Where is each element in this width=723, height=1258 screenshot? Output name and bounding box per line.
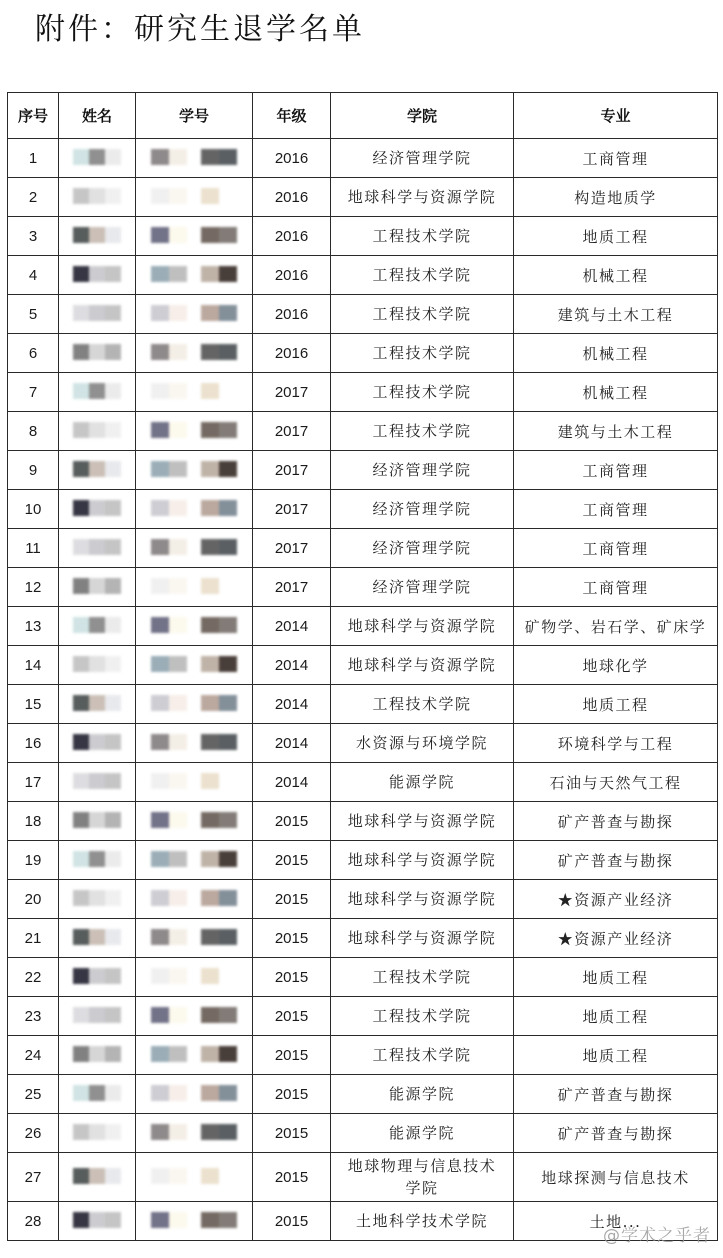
row-name-redacted bbox=[59, 724, 136, 763]
row-grade: 2017 bbox=[253, 490, 331, 529]
mosaic-redaction bbox=[151, 694, 237, 712]
row-college bbox=[331, 217, 514, 256]
row-grade: 2017 bbox=[253, 373, 331, 412]
mosaic-redaction bbox=[151, 733, 237, 751]
college-text: 经济管理学院 bbox=[372, 461, 472, 479]
header-index: 序号 bbox=[8, 93, 59, 139]
row-major: 地质工程 bbox=[514, 1036, 718, 1075]
table-row bbox=[8, 841, 718, 880]
college-text: 经济管理学院 bbox=[372, 578, 472, 596]
table-row bbox=[8, 763, 718, 802]
row-index: 7 bbox=[8, 373, 59, 412]
mosaic-redaction bbox=[73, 148, 121, 166]
mosaic-redaction bbox=[73, 382, 121, 400]
row-grade: 2015 bbox=[253, 919, 331, 958]
row-name-redacted bbox=[59, 1036, 136, 1075]
header-college: 学院 bbox=[331, 93, 514, 139]
row-college bbox=[331, 685, 514, 724]
college-text: 地球科学与资源学院 bbox=[347, 656, 497, 674]
row-student-id-redacted bbox=[136, 958, 253, 997]
row-index: 18 bbox=[8, 802, 59, 841]
row-major: 地质工程 bbox=[514, 997, 718, 1036]
mosaic-redaction bbox=[151, 772, 237, 790]
row-index: 8 bbox=[8, 412, 59, 451]
row-major: ★资源产业经济 bbox=[514, 880, 718, 919]
mosaic-redaction bbox=[151, 187, 237, 205]
table-row bbox=[8, 217, 718, 256]
row-college bbox=[331, 997, 514, 1036]
mosaic-redaction bbox=[151, 460, 237, 478]
row-name-redacted bbox=[59, 373, 136, 412]
college-text: 地球科学与资源学院 bbox=[347, 812, 497, 830]
mosaic-redaction bbox=[151, 226, 237, 244]
row-index: 1 bbox=[8, 139, 59, 178]
mosaic-redaction bbox=[151, 421, 237, 439]
row-grade: 2015 bbox=[253, 1075, 331, 1114]
row-grade: 2015 bbox=[253, 958, 331, 997]
row-index: 15 bbox=[8, 685, 59, 724]
row-grade: 2015 bbox=[253, 1202, 331, 1241]
row-name-redacted bbox=[59, 841, 136, 880]
row-college bbox=[331, 646, 514, 685]
table-row bbox=[8, 802, 718, 841]
mosaic-redaction bbox=[73, 265, 121, 283]
row-name-redacted bbox=[59, 178, 136, 217]
row-student-id-redacted bbox=[136, 763, 253, 802]
row-student-id-redacted bbox=[136, 1075, 253, 1114]
mosaic-redaction bbox=[151, 850, 237, 868]
row-grade: 2015 bbox=[253, 1153, 331, 1202]
row-name-redacted bbox=[59, 763, 136, 802]
row-student-id-redacted bbox=[136, 997, 253, 1036]
row-college bbox=[331, 1153, 514, 1202]
row-student-id-redacted bbox=[136, 919, 253, 958]
row-index: 27 bbox=[8, 1153, 59, 1202]
college-text: 工程技术学院 bbox=[372, 383, 472, 401]
row-index: 26 bbox=[8, 1114, 59, 1153]
row-major: 地质工程 bbox=[514, 958, 718, 997]
row-index: 12 bbox=[8, 568, 59, 607]
college-text: 地球科学与资源学院 bbox=[347, 890, 497, 908]
row-grade: 2014 bbox=[253, 685, 331, 724]
table-row bbox=[8, 490, 718, 529]
row-index: 21 bbox=[8, 919, 59, 958]
row-major: 机械工程 bbox=[514, 334, 718, 373]
row-major: 建筑与土木工程 bbox=[514, 295, 718, 334]
row-student-id-redacted bbox=[136, 607, 253, 646]
row-name-redacted bbox=[59, 958, 136, 997]
college-text: 工程技术学院 bbox=[372, 695, 472, 713]
row-student-id-redacted bbox=[136, 412, 253, 451]
row-student-id-redacted bbox=[136, 178, 253, 217]
row-index: 20 bbox=[8, 880, 59, 919]
row-name-redacted bbox=[59, 529, 136, 568]
college-text: 工程技术学院 bbox=[372, 1007, 472, 1025]
row-index: 25 bbox=[8, 1075, 59, 1114]
row-major: 工商管理 bbox=[514, 490, 718, 529]
document-title: 附件：研究生退学名单 bbox=[35, 12, 365, 47]
row-student-id-redacted bbox=[136, 295, 253, 334]
row-college bbox=[331, 1075, 514, 1114]
row-index: 17 bbox=[8, 763, 59, 802]
mosaic-redaction bbox=[151, 1045, 237, 1063]
row-major: 机械工程 bbox=[514, 373, 718, 412]
row-major: 矿物学、岩石学、矿床学 bbox=[514, 607, 718, 646]
row-college bbox=[331, 295, 514, 334]
row-grade: 2016 bbox=[253, 139, 331, 178]
mosaic-redaction bbox=[151, 382, 237, 400]
mosaic-redaction bbox=[151, 538, 237, 556]
row-major: 矿产普查与勘探 bbox=[514, 1075, 718, 1114]
row-grade: 2015 bbox=[253, 841, 331, 880]
row-name-redacted bbox=[59, 490, 136, 529]
mosaic-redaction bbox=[73, 421, 121, 439]
table-row bbox=[8, 646, 718, 685]
row-grade: 2015 bbox=[253, 997, 331, 1036]
header-grade: 年级 bbox=[253, 93, 331, 139]
row-student-id-redacted bbox=[136, 1036, 253, 1075]
row-grade: 2016 bbox=[253, 256, 331, 295]
row-index: 28 bbox=[8, 1202, 59, 1241]
row-index: 11 bbox=[8, 529, 59, 568]
row-major: 矿产普查与勘探 bbox=[514, 1114, 718, 1153]
mosaic-redaction bbox=[73, 1123, 121, 1141]
row-grade: 2017 bbox=[253, 451, 331, 490]
row-major: 地质工程 bbox=[514, 217, 718, 256]
table-body bbox=[8, 139, 718, 1241]
table-row bbox=[8, 1075, 718, 1114]
row-name-redacted bbox=[59, 1114, 136, 1153]
mosaic-redaction bbox=[151, 928, 237, 946]
row-index: 10 bbox=[8, 490, 59, 529]
row-student-id-redacted bbox=[136, 334, 253, 373]
table-row bbox=[8, 529, 718, 568]
row-grade: 2016 bbox=[253, 295, 331, 334]
row-major: 工商管理 bbox=[514, 139, 718, 178]
mosaic-redaction bbox=[151, 889, 237, 907]
mosaic-redaction bbox=[151, 265, 237, 283]
row-name-redacted bbox=[59, 256, 136, 295]
table-row bbox=[8, 880, 718, 919]
mosaic-redaction bbox=[73, 772, 121, 790]
mosaic-redaction bbox=[73, 850, 121, 868]
row-name-redacted bbox=[59, 1075, 136, 1114]
row-grade: 2015 bbox=[253, 1036, 331, 1075]
mosaic-redaction bbox=[73, 1006, 121, 1024]
row-name-redacted bbox=[59, 685, 136, 724]
mosaic-redaction bbox=[73, 616, 121, 634]
header-name: 姓名 bbox=[59, 93, 136, 139]
college-text: 地球科学与资源学院 bbox=[347, 929, 497, 947]
mosaic-redaction bbox=[73, 577, 121, 595]
row-student-id-redacted bbox=[136, 841, 253, 880]
row-grade: 2015 bbox=[253, 802, 331, 841]
college-text: 工程技术学院 bbox=[372, 968, 472, 986]
table-row bbox=[8, 1036, 718, 1075]
row-name-redacted bbox=[59, 607, 136, 646]
table-row bbox=[8, 997, 718, 1036]
row-name-redacted bbox=[59, 1153, 136, 1202]
row-college bbox=[331, 373, 514, 412]
row-college bbox=[331, 178, 514, 217]
row-major: 地球探测与信息技术 bbox=[514, 1153, 718, 1202]
row-major: 石油与天然气工程 bbox=[514, 763, 718, 802]
mosaic-redaction bbox=[73, 967, 121, 985]
mosaic-redaction bbox=[73, 928, 121, 946]
table-row bbox=[8, 1153, 718, 1202]
row-name-redacted bbox=[59, 646, 136, 685]
college-text: 能源学院 bbox=[388, 773, 455, 791]
mosaic-redaction bbox=[151, 1006, 237, 1024]
mosaic-redaction bbox=[151, 1211, 237, 1229]
row-name-redacted bbox=[59, 139, 136, 178]
row-name-redacted bbox=[59, 412, 136, 451]
college-text: 经济管理学院 bbox=[372, 539, 472, 557]
college-text: 工程技术学院 bbox=[372, 227, 472, 245]
row-student-id-redacted bbox=[136, 529, 253, 568]
mosaic-redaction bbox=[73, 1211, 121, 1229]
row-index: 24 bbox=[8, 1036, 59, 1075]
row-student-id-redacted bbox=[136, 139, 253, 178]
college-text: 地球科学与资源学院 bbox=[347, 851, 497, 869]
college-text: 能源学院 bbox=[388, 1124, 455, 1142]
mosaic-redaction bbox=[73, 226, 121, 244]
mosaic-redaction bbox=[73, 655, 121, 673]
row-college bbox=[331, 919, 514, 958]
mosaic-redaction bbox=[151, 148, 237, 166]
table-row bbox=[8, 919, 718, 958]
row-major: 土地... bbox=[514, 1202, 718, 1241]
table-row bbox=[8, 685, 718, 724]
row-grade: 2014 bbox=[253, 607, 331, 646]
row-index: 3 bbox=[8, 217, 59, 256]
row-student-id-redacted bbox=[136, 490, 253, 529]
row-student-id-redacted bbox=[136, 217, 253, 256]
mosaic-redaction bbox=[73, 1167, 121, 1185]
row-index: 4 bbox=[8, 256, 59, 295]
row-major: 地质工程 bbox=[514, 685, 718, 724]
watermark: @学术之乎者 bbox=[603, 1226, 711, 1246]
table-row bbox=[8, 958, 718, 997]
college-text: 工程技术学院 bbox=[372, 422, 472, 440]
row-name-redacted bbox=[59, 217, 136, 256]
college-text: 工程技术学院 bbox=[372, 344, 472, 362]
mosaic-redaction bbox=[73, 304, 121, 322]
table-header-row bbox=[8, 93, 718, 139]
row-student-id-redacted bbox=[136, 880, 253, 919]
row-college bbox=[331, 334, 514, 373]
college-text: 地球物理与信息技术学院 bbox=[347, 1157, 497, 1197]
row-index: 16 bbox=[8, 724, 59, 763]
mosaic-redaction bbox=[73, 811, 121, 829]
row-major: 建筑与土木工程 bbox=[514, 412, 718, 451]
row-grade: 2014 bbox=[253, 646, 331, 685]
table-row bbox=[8, 295, 718, 334]
row-name-redacted bbox=[59, 451, 136, 490]
row-grade: 2015 bbox=[253, 1114, 331, 1153]
row-index: 2 bbox=[8, 178, 59, 217]
row-major: 构造地质学 bbox=[514, 178, 718, 217]
row-major: ★资源产业经济 bbox=[514, 919, 718, 958]
college-text: 能源学院 bbox=[388, 1085, 455, 1103]
row-college bbox=[331, 1202, 514, 1241]
mosaic-redaction bbox=[151, 1167, 237, 1185]
mosaic-redaction bbox=[73, 538, 121, 556]
row-major: 机械工程 bbox=[514, 256, 718, 295]
mosaic-redaction bbox=[73, 694, 121, 712]
row-college bbox=[331, 1114, 514, 1153]
table-row bbox=[8, 139, 718, 178]
table-row bbox=[8, 607, 718, 646]
row-index: 6 bbox=[8, 334, 59, 373]
row-student-id-redacted bbox=[136, 685, 253, 724]
withdrawal-roster-table bbox=[7, 92, 718, 1241]
mosaic-redaction bbox=[151, 616, 237, 634]
row-grade: 2014 bbox=[253, 724, 331, 763]
mosaic-redaction bbox=[151, 967, 237, 985]
row-student-id-redacted bbox=[136, 646, 253, 685]
row-college bbox=[331, 451, 514, 490]
row-college bbox=[331, 841, 514, 880]
row-student-id-redacted bbox=[136, 1114, 253, 1153]
table-row bbox=[8, 334, 718, 373]
table-row bbox=[8, 724, 718, 763]
row-college bbox=[331, 529, 514, 568]
row-student-id-redacted bbox=[136, 724, 253, 763]
mosaic-redaction bbox=[151, 304, 237, 322]
row-index: 19 bbox=[8, 841, 59, 880]
college-text: 工程技术学院 bbox=[372, 1046, 472, 1064]
row-name-redacted bbox=[59, 919, 136, 958]
row-index: 23 bbox=[8, 997, 59, 1036]
row-index: 5 bbox=[8, 295, 59, 334]
mosaic-redaction bbox=[73, 187, 121, 205]
row-grade: 2015 bbox=[253, 880, 331, 919]
row-major: 地球化学 bbox=[514, 646, 718, 685]
mosaic-redaction bbox=[73, 889, 121, 907]
header-student-id: 学号 bbox=[136, 93, 253, 139]
row-name-redacted bbox=[59, 997, 136, 1036]
table-row bbox=[8, 256, 718, 295]
row-college bbox=[331, 412, 514, 451]
row-name-redacted bbox=[59, 880, 136, 919]
mosaic-redaction bbox=[73, 1084, 121, 1102]
row-student-id-redacted bbox=[136, 802, 253, 841]
row-grade: 2016 bbox=[253, 334, 331, 373]
mosaic-redaction bbox=[151, 577, 237, 595]
row-index: 9 bbox=[8, 451, 59, 490]
row-student-id-redacted bbox=[136, 1202, 253, 1241]
college-text: 地球科学与资源学院 bbox=[347, 617, 497, 635]
row-college bbox=[331, 490, 514, 529]
college-text: 工程技术学院 bbox=[372, 305, 472, 323]
table-row bbox=[8, 451, 718, 490]
mosaic-redaction bbox=[73, 1045, 121, 1063]
row-name-redacted bbox=[59, 334, 136, 373]
row-college bbox=[331, 802, 514, 841]
table-row bbox=[8, 373, 718, 412]
row-grade: 2014 bbox=[253, 763, 331, 802]
row-college bbox=[331, 607, 514, 646]
table-row bbox=[8, 1114, 718, 1153]
row-name-redacted bbox=[59, 568, 136, 607]
row-college bbox=[331, 880, 514, 919]
college-text: 经济管理学院 bbox=[372, 149, 472, 167]
row-college bbox=[331, 958, 514, 997]
college-text: 土地科学技术学院 bbox=[355, 1212, 488, 1230]
mosaic-redaction bbox=[151, 499, 237, 517]
mosaic-redaction bbox=[151, 811, 237, 829]
row-college bbox=[331, 256, 514, 295]
row-grade: 2016 bbox=[253, 178, 331, 217]
row-name-redacted bbox=[59, 295, 136, 334]
row-major: 工商管理 bbox=[514, 529, 718, 568]
row-student-id-redacted bbox=[136, 568, 253, 607]
row-major: 环境科学与工程 bbox=[514, 724, 718, 763]
row-college bbox=[331, 568, 514, 607]
row-index: 22 bbox=[8, 958, 59, 997]
mosaic-redaction bbox=[73, 733, 121, 751]
table-row bbox=[8, 178, 718, 217]
table-row bbox=[8, 568, 718, 607]
row-name-redacted bbox=[59, 802, 136, 841]
table-row bbox=[8, 412, 718, 451]
college-text: 水资源与环境学院 bbox=[355, 734, 488, 752]
row-student-id-redacted bbox=[136, 373, 253, 412]
college-text: 经济管理学院 bbox=[372, 500, 472, 518]
row-grade: 2017 bbox=[253, 412, 331, 451]
row-student-id-redacted bbox=[136, 256, 253, 295]
mosaic-redaction bbox=[151, 1123, 237, 1141]
row-college bbox=[331, 763, 514, 802]
header-major: 专业 bbox=[514, 93, 718, 139]
row-major: 工商管理 bbox=[514, 451, 718, 490]
row-name-redacted bbox=[59, 1202, 136, 1241]
mosaic-redaction bbox=[73, 460, 121, 478]
mosaic-redaction bbox=[151, 655, 237, 673]
mosaic-redaction bbox=[151, 1084, 237, 1102]
row-student-id-redacted bbox=[136, 451, 253, 490]
mosaic-redaction bbox=[73, 499, 121, 517]
mosaic-redaction bbox=[151, 343, 237, 361]
row-major: 矿产普查与勘探 bbox=[514, 802, 718, 841]
mosaic-redaction bbox=[73, 343, 121, 361]
row-college bbox=[331, 139, 514, 178]
row-college bbox=[331, 724, 514, 763]
row-major: 工商管理 bbox=[514, 568, 718, 607]
row-index: 13 bbox=[8, 607, 59, 646]
row-student-id-redacted bbox=[136, 1153, 253, 1202]
row-major: 矿产普查与勘探 bbox=[514, 841, 718, 880]
row-grade: 2017 bbox=[253, 568, 331, 607]
college-text: 地球科学与资源学院 bbox=[347, 188, 497, 206]
college-text: 工程技术学院 bbox=[372, 266, 472, 284]
row-grade: 2017 bbox=[253, 529, 331, 568]
row-index: 14 bbox=[8, 646, 59, 685]
row-grade: 2016 bbox=[253, 217, 331, 256]
row-college bbox=[331, 1036, 514, 1075]
